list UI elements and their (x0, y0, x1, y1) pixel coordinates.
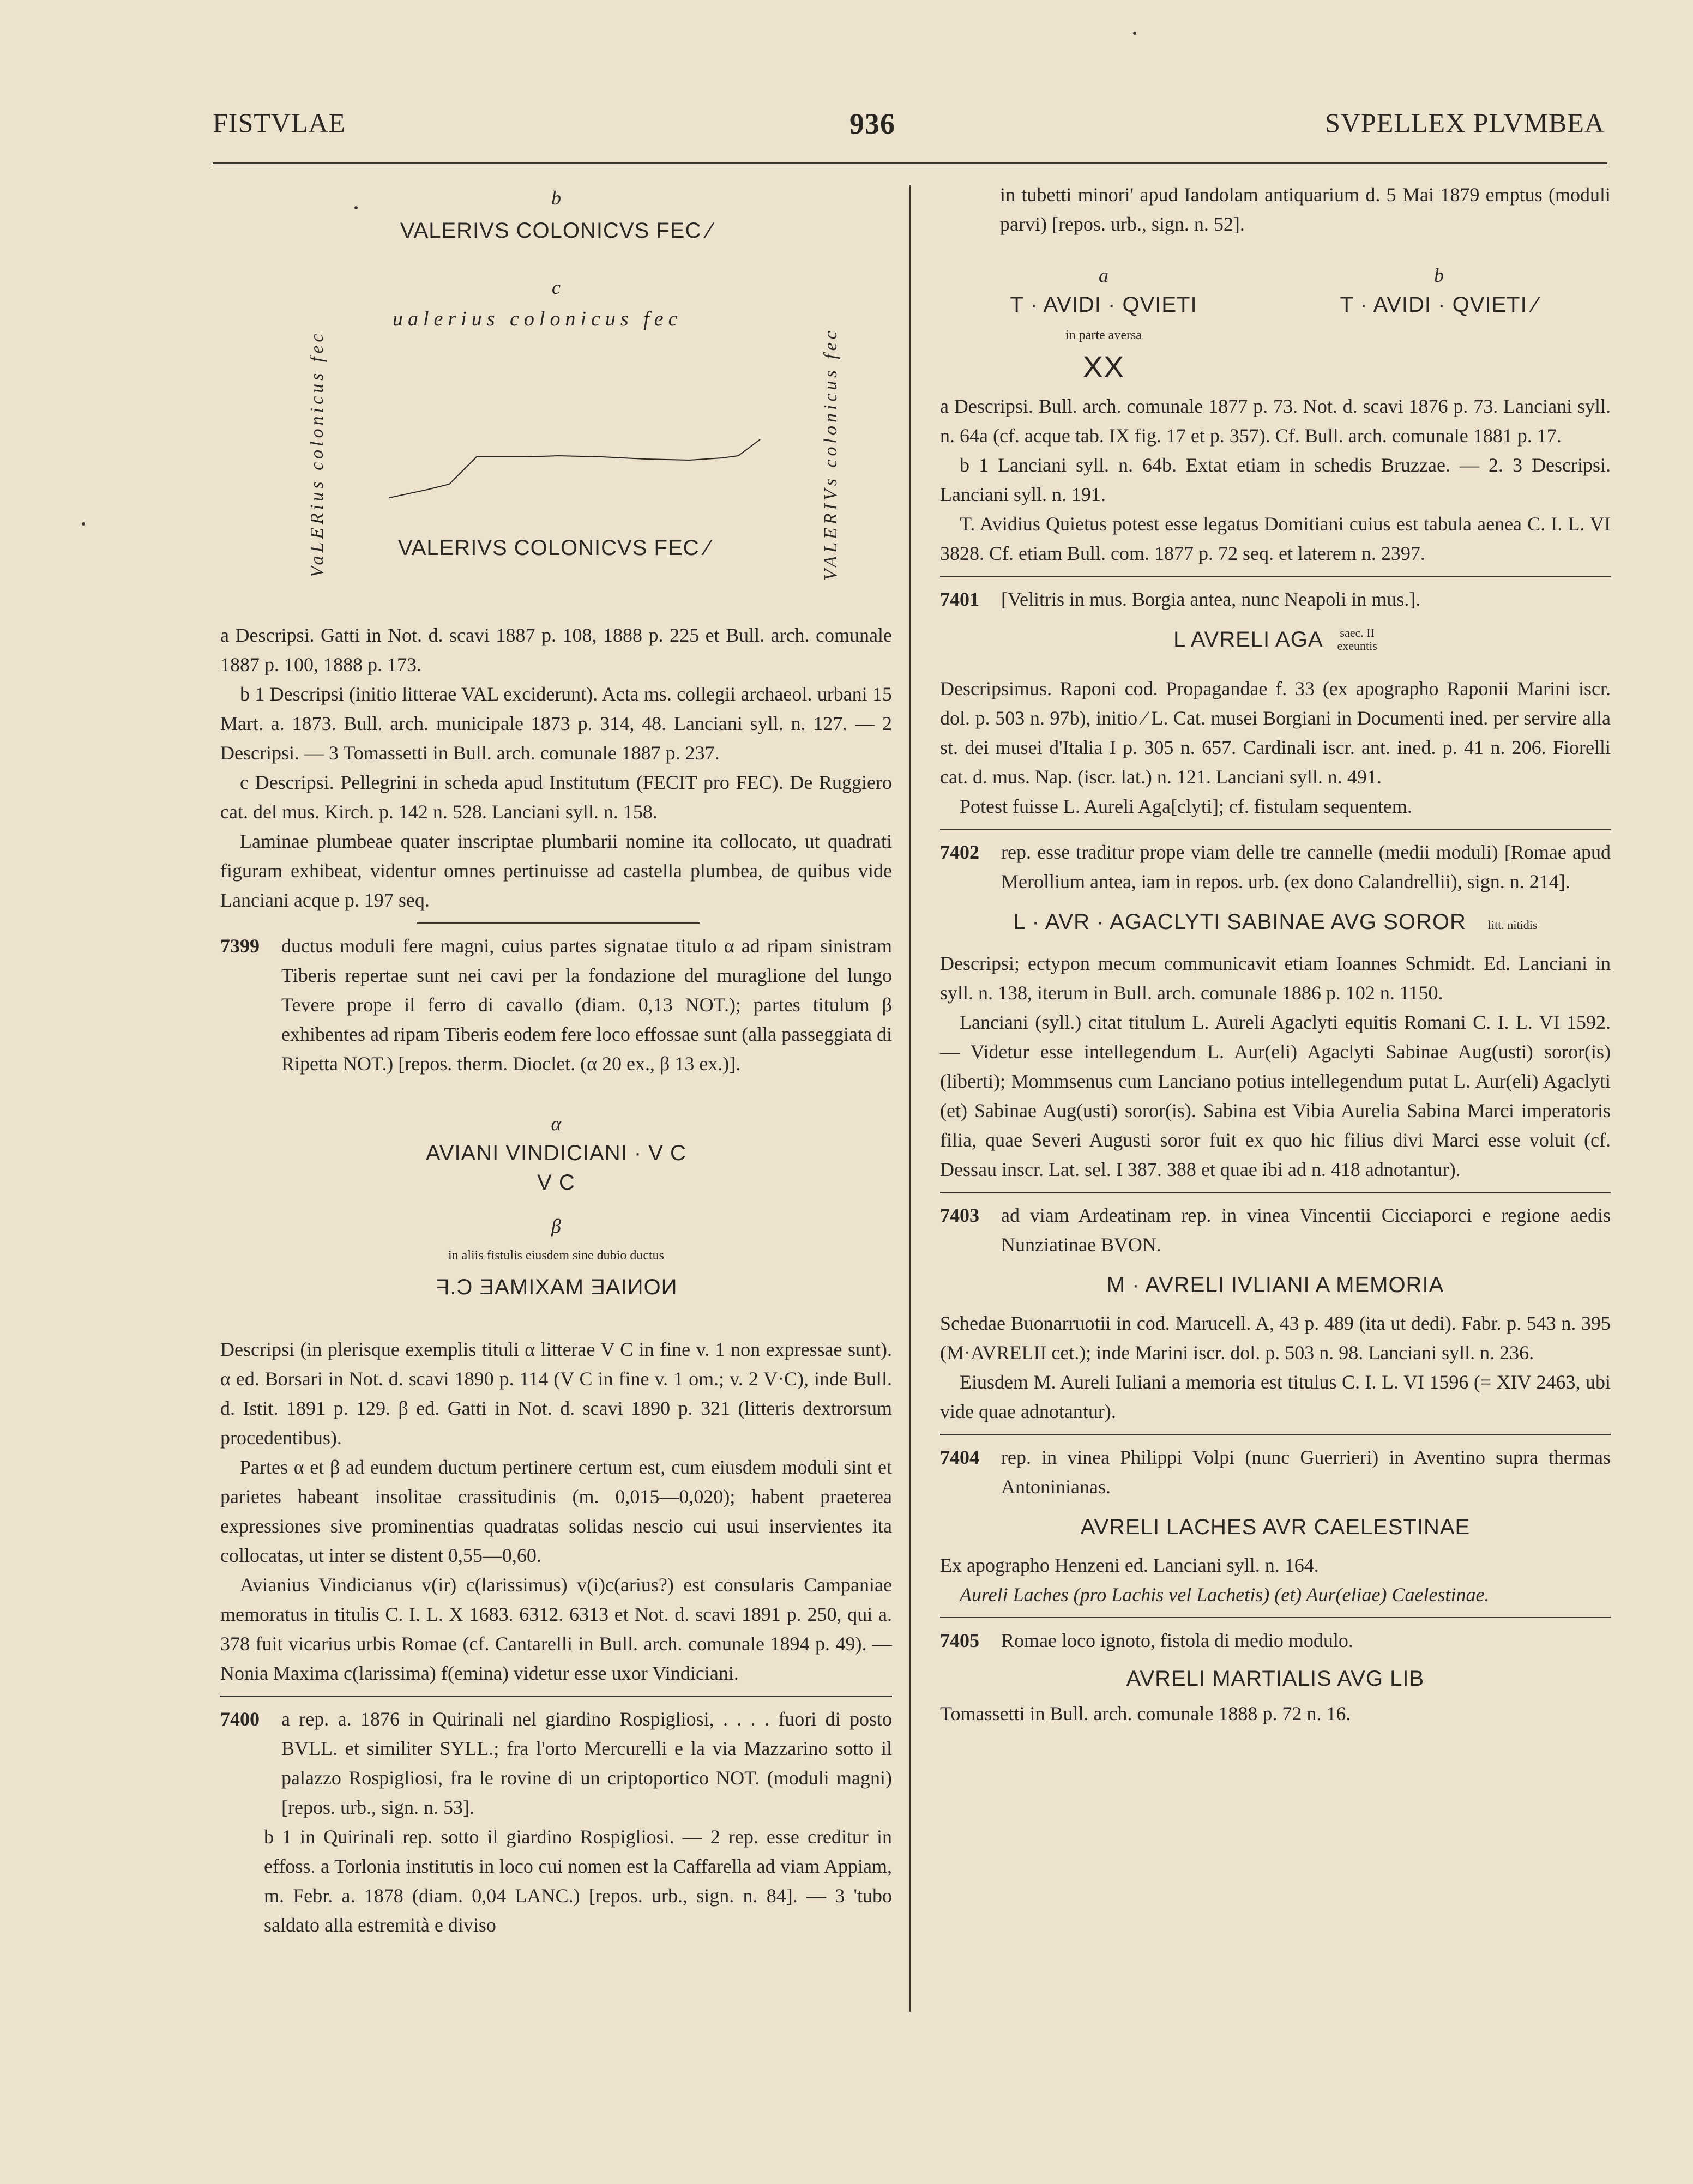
left-column (220, 182, 892, 1940)
beta-inscription-row (220, 1272, 892, 1302)
figure-c-breakline (384, 424, 766, 511)
note-paragraph: Ex apographo Henzeni ed. Lanciani syll. n. 164. (940, 1554, 1319, 1576)
fig-a-aversa-note: in parte aversa (1065, 328, 1142, 342)
note-paragraph: Tomassetti in Bull. arch. comunale 1888 p. 72 n. 16. (940, 1703, 1351, 1724)
notes-7404 (940, 1550, 1611, 1609)
note-paragraph: Lanciani (syll.) citat titulum L. Aureli Agaclyti equitis Romani C. I. L. VI 1592. — Videtur esse intellegendum L. Aur(eli) Agaclyti Sabinae Aug(usti) soror(is) (liberti); Mommsenus cum Lanciano potius intellegendum putat L. Aur(eli) Agaclyti (et) Sabinae Aug(usti) soror(is). Sabina est Vibia Aurelia Sabina Marci imperatoris filia, quae Severi Augusti soror fuit ex quo hic filius divi Marci esse voluit (cf. Dessau inscr. Lat. sel. I 387. 388 et quae ibi ad n. 418 adnotantur). (940, 1011, 1611, 1180)
column-divider (909, 185, 911, 2012)
inscription-7402: L · AVR · AGACLYTI SABINAE AVG SOROR (1013, 910, 1466, 934)
fig-a-inscription: T · AVIDI · QVIETI (1010, 293, 1197, 317)
inscription-7403: M · AVRELI IVLIANI A MEMORIA (1106, 1273, 1444, 1297)
entry-7401 (940, 584, 1611, 614)
note-paragraph: a Descripsi. Gatti in Not. d. scavi 1887 p. 108, 1888 p. 225 et Bull. arch. comunale 1887 p. 100, 1888 p. 173. (220, 624, 892, 675)
figure-c-label: c (552, 276, 561, 298)
entry-separator (220, 1696, 892, 1697)
beta-note: in aliis fistulis eiusdem sine dubio ductus (448, 1248, 664, 1263)
entry-text: [Velitris in mus. Borgia antea, nunc Neapoli in mus.]. (1001, 588, 1421, 610)
note-paragraph: Aureli Laches (pro Lachis vel Lachetis) (et) Aur(eliae) Caelestinae. (960, 1584, 1490, 1606)
notes-7399 (220, 1335, 892, 1688)
fig-b-label: b (1434, 264, 1444, 286)
entry-separator (940, 1192, 1611, 1193)
speck (1133, 32, 1136, 35)
beta-label: β (551, 1215, 561, 1237)
entry-7402 (940, 837, 1611, 896)
notes-7402 (940, 949, 1611, 1184)
fig-a-numeral: XX (1082, 349, 1125, 384)
entry-number: 7400 (220, 1708, 260, 1730)
entry-number: 7399 (220, 935, 260, 957)
notes-7403 (940, 1308, 1611, 1426)
alpha-label: α (551, 1113, 562, 1135)
entry-number: 7402 (940, 841, 979, 863)
fig-7400-row (940, 261, 1611, 382)
note-paragraph: Descripsi (in plerisque exemplis tituli α litterae V C in fine v. 1 non expressae sunt). α ed. Borsari in Not. d. scavi 1890 p. 114 (V C in fine v. 1 om.; v. 2 V·C), inde Bull. d. Istit. 1891 p. 129. β ed. Gatti in Not. d. scavi 1890 p. 321 (litteris dextrorsum procedentibus). (220, 1338, 892, 1449)
notes-7398 (220, 620, 892, 915)
entry-7399 (220, 931, 892, 1078)
note-paragraph: b 1 Descripsi (initio litterae VAL exciderunt). Acta ms. collegii archaeol. urbani 15 Mart. a. 1873. Bull. arch. municipale 1873 p. 314, 48. Lanciani syll. n. 127. — 2 Descripsi. — 3 Tomassetti in Bull. arch. comunale 1887 p. 237. (220, 683, 892, 764)
figure-b-label: b (551, 187, 561, 209)
entry-text: Romae loco ignoto, fistola di medio modulo. (1001, 1630, 1353, 1651)
figure-c-bottom-text: VALERIVS COLONICVS FEC ⁄ (398, 536, 710, 560)
plate-break-line (389, 439, 760, 498)
entry-number: 7401 (940, 588, 979, 610)
entry-text: rep. in vinea Philippi Volpi (nunc Guerrieri) in Aventino supra thermas Antoninianas. (1001, 1446, 1611, 1498)
figure-c-left-text: VaLERius colonicus fec (307, 330, 327, 578)
note-paragraph: Laminae plumbeae quater inscriptae plumbarii nomine ita collocato, ut quadrati figuram exhibeat, videntur omnes pertinuisse ad castella plumbea, de quibus vide Lanciani acque p. 197 seq. (220, 830, 892, 911)
alpha-inscription-line2: V C (537, 1171, 575, 1194)
figure-c-right-text: VALERIVs colonicus fec (821, 328, 841, 581)
side-note-7402: litt. nitidis (1487, 918, 1538, 932)
entry-separator (940, 829, 1611, 830)
continuation-7400: in tubetti minori' apud Iandolam antiquarium d. 5 Mai 1879 emptus (moduli parvi) [repos. urb., sign. n. 52]. (1000, 184, 1611, 235)
entry-7403 (940, 1200, 1611, 1259)
note-paragraph: Descripsi; ectypon mecum communicavit etiam Ioannes Schmidt. Ed. Lanciani in syll. n. 138, iterum in Bull. arch. comunale 1886 p. 102 n. 1150. (940, 952, 1611, 1004)
entry-number: 7404 (940, 1446, 979, 1468)
inscription-7401-row (940, 625, 1611, 654)
page-number: 936 (849, 107, 895, 140)
entry-7405 (940, 1626, 1611, 1655)
header-rule (213, 162, 1607, 164)
note-paragraph: b 1 Lanciani syll. n. 64b. Extat etiam in schedis Bruzzae. — 2. 3 Descripsi. Lanciani syll. n. 191. (940, 454, 1611, 505)
notes-7401 (940, 674, 1611, 821)
note-paragraph: Avianius Vindicianus v(ir) c(larissimus) v(i)c(arius?) est consularis Campaniae memoratus in titulis C. I. L. X 1683. 6312. 6313 et Not. d. scavi 1891 p. 250, qui a. 378 fuit vicarius urbis Romae (cf. Cantarelli in Bull. arch. comunale 1894 p. 49). — Nonia Maxima c(larissima) f(emina) videtur esse uxor Vindiciani. (220, 1574, 892, 1684)
side-note-line: saec. II (1340, 626, 1375, 639)
entry-text: ductus moduli fere magni, cuius partes signatae titulo α ad ripam sinistram Tiberis repertae sunt nei cavi per la fondazione del muraglione del lungo Tevere prope il ferro di cavallo (diam. 0,13 NOT.); partes titulum β exhibentes ad ripam Tiberis eodem fere loco effossae sunt (alla passeggiata di Ripetta NOT.) [repos. therm. Dioclet. (α 20 ex., β 13 ex.)]. (281, 935, 893, 1075)
running-head-left: FISTVLAE (213, 107, 346, 138)
inscription-7402-row (940, 907, 1611, 940)
entry-7400-b: b 1 in Quirinali rep. sotto il giardino Rospigliosi. — 2 rep. esse creditur in effoss. a Torlonia institutis in loco cui nomen est la Caffarella ad viam Appiam, m. Febr. a. 1878 (diam. 0,04 LANC.) [repos. urb., sign. n. 84]. — 3 'tubo saldato alla estremità e diviso (264, 1826, 892, 1936)
figure-c-plate (220, 304, 892, 599)
entry-text: ad viam Ardeatinam rep. in vinea Vincentii Cicciaporci e regione aedis Nunziatinae BVON. (1001, 1204, 1611, 1256)
figure-b-inscription: VALERIVS COLONICVS FEC ⁄ (400, 219, 713, 243)
running-head-right: SVPELLEX PLVMBEA (1325, 107, 1605, 138)
note-paragraph: c Descripsi. Pellegrini in scheda apud Institutum (FECIT pro FEC). De Ruggiero cat. del mus. Kirch. p. 142 n. 528. Lanciani syll. n. 158. (220, 771, 892, 823)
inscription-7405: AVRELI MARTIALIS AVG LIB (1126, 1667, 1425, 1691)
notes-7400 (940, 391, 1611, 568)
entry-7400 (220, 1704, 892, 1822)
entry-text: rep. esse traditur prope viam delle tre cannelle (medii moduli) [Romae apud Merollium antea, iam in repos. urb. (ex dono Calandrellii), sign. n. 214]. (1001, 841, 1611, 892)
figure-c-top-text: ualerius colonicus fec (393, 307, 683, 330)
entry-separator (417, 922, 700, 924)
entry-separator (940, 576, 1611, 577)
right-column (940, 180, 1611, 1728)
entry-7404 (940, 1443, 1611, 1501)
fig-7400-a (940, 261, 1267, 382)
entry-number: 7405 (940, 1630, 979, 1651)
beta-inscription-mirrored: NONIAE MAXIMAE C.F (435, 1275, 677, 1299)
note-paragraph: Eiusdem M. Aureli Iuliani a memoria est titulus C. I. L. VI 1596 (= XIV 2463, ubi vide quae adnotantur). (940, 1371, 1611, 1422)
entry-text: a rep. a. 1876 in Quirinali nel giardino Rospigliosi, . . . . fuori di posto BVLL. et similiter SYLL.; fra l'orto Mercurelli e la via Mazzarino sotto il palazzo Rospigliosi, fra le rovine di un criptoportico NOT. (moduli magni) [repos. urb., sign. n. 53]. (281, 1708, 892, 1818)
fig-a-label: a (1099, 264, 1108, 286)
note-paragraph: Descripsimus. Raponi cod. Propagandae f. 33 (ex apographo Raponii Marini iscr. dol. p. 503 n. 97b), initio ⁄ L. Cat. musei Borgiani in Documenti ined. per servire alla st. dei musei d'Italia I p. 305 n. 657. Cardinali iscr. ant. ined. p. 41 n. 206. Fiorelli cat. d. mus. Nap. (iscr. lat.) n. 121. Lanciani syll. n. 491. (940, 678, 1611, 788)
alpha-inscription-line1: AVIANI VINDICIANI · V C (426, 1141, 686, 1165)
inscription-7401: L AVRELI AGA (1173, 628, 1323, 651)
note-paragraph: Schedae Buonarruotii in cod. Marucell. A, 43 p. 489 (ita ut dedi). Fabr. p. 543 n. 395 (M·AVRELII cet.); inde Marini iscr. dol. p. 503 n. 98. Lanciani syll. n. 236. (940, 1312, 1611, 1364)
entry-separator (940, 1617, 1611, 1618)
fig-b-inscription: T · AVIDI · QVIETI ⁄ (1340, 293, 1538, 317)
note-paragraph: T. Avidius Quietus potest esse legatus Domitiani cuius est tabula aenea C. I. L. VI 3828. Cf. etiam Bull. com. 1877 p. 72 seq. et laterem n. 2397. (940, 513, 1611, 564)
entry-number: 7403 (940, 1204, 979, 1226)
entry-separator (940, 1434, 1611, 1435)
speck (82, 522, 85, 526)
side-note-7401 (1337, 626, 1377, 653)
fig-7400-b (1267, 261, 1611, 382)
note-paragraph: Partes α et β ad eundem ductum pertinere certum est, cum eiusdem moduli sint et parietes habeant insolitae crassitudinis (m. 0,015—0,020); habent praeterea expressiones sive prominentias quadratas solidas nescio cui usui inservientes ita collocatas, ut inter se distent 0,55—0,60. (220, 1456, 892, 1566)
inscription-7404: AVRELI LACHES AVR CAELESTINAE (1080, 1515, 1471, 1539)
note-paragraph: Potest fuisse L. Aureli Aga[clyti]; cf. fistulam sequentem. (960, 795, 1412, 817)
note-paragraph: a Descripsi. Bull. arch. comunale 1877 p. 73. Not. d. scavi 1876 p. 73. Lanciani syll. n. 64a (cf. acque tab. IX fig. 17 et p. 357). Cf. Bull. arch. comunale 1881 p. 17. (940, 395, 1611, 447)
side-note-line: exeuntis (1337, 639, 1377, 653)
